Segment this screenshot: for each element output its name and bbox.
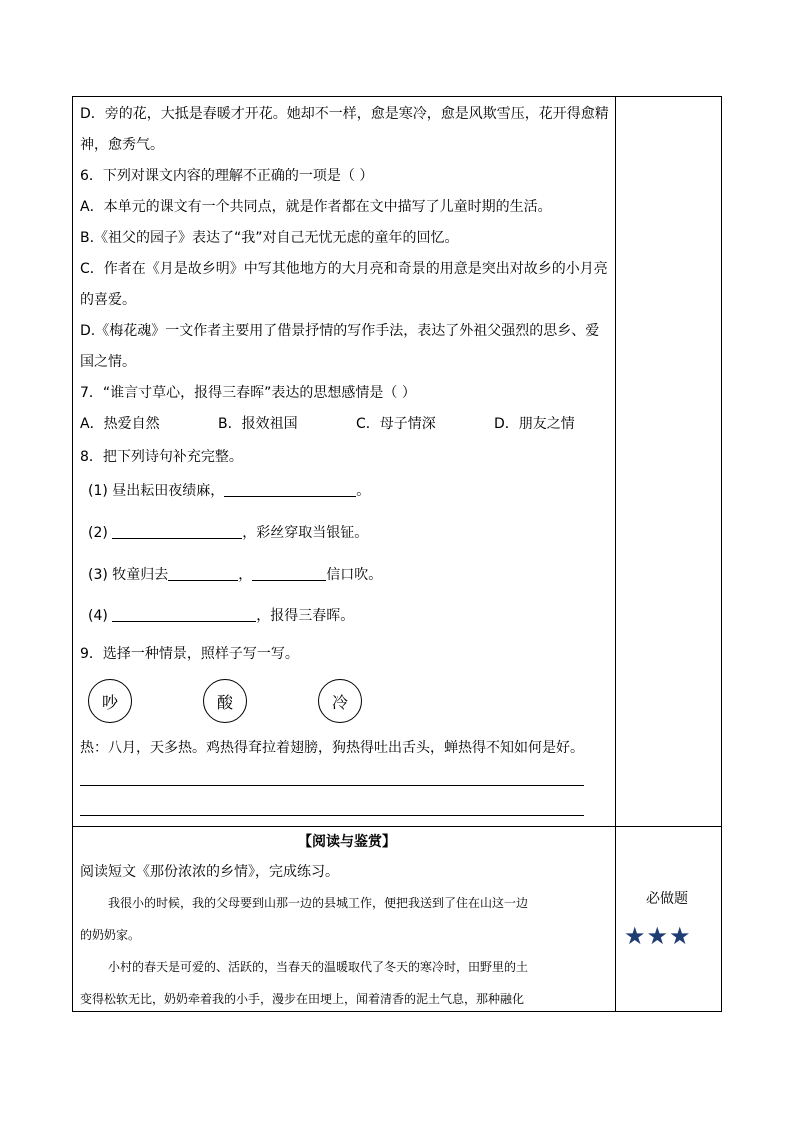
q8-poem-2-text: ，彩丝穿取当银钲。 [242,525,369,541]
passage-para2-line2: 变得松软无比，奶奶牵着我的小手，漫步在田埂上，闻着清香的泥土气息，那种融化 [80,992,525,1006]
q8-poem-4-text: ，报得三春晖。 [256,608,355,624]
answer-blank[interactable] [224,481,356,497]
passage-para2-line1: 小村的春天是可爱的、活跃的，当春天的温暖取代了冬天的寒冷时，田野里的土 [108,960,529,974]
q7-option-c: C．母子情深 [356,416,436,432]
q6-stem: 6．下列对课文内容的理解不正确的一项是（ ） [80,168,374,184]
q8-poem-3-comma: ， [238,567,253,583]
required-label: 必做题 [646,891,688,907]
q5-option-d-line2: 神，愈秀气。 [80,137,164,153]
q8-poem-1-text: (1) 昼出耘田夜绩麻， [88,483,225,499]
q8-stem: 8．把下列诗句补充完整。 [80,449,243,465]
q8-poem-3 [88,565,382,585]
q8-poem-1 [88,481,370,501]
q7-option-d: D．朋友之情 [494,416,575,432]
word-circle-suan[interactable]: 酸 [203,679,247,723]
q9-stem: 9．选择一种情景，照样子写一写。 [80,646,299,662]
q7-option-a: A．热爱自然 [80,416,160,432]
row-divider [73,826,721,827]
reading-instruction: 阅读短文《那份浓浓的乡情》，完成练习。 [80,864,339,880]
q8-poem-1-end: 。 [356,483,371,499]
q6-option-d-line1: D.《梅花魂》一文作者主要用了借景抒情的写作手法，表达了外祖父强烈的思乡、爱 [80,323,600,339]
word-circle-chao[interactable]: 吵 [88,679,132,723]
q8-poem-4-label: (4) [88,608,113,624]
passage-para1-line2: 的奶奶家。 [80,928,141,942]
q5-option-d-line1: D．旁的花，大抵是春暖才开花。她却不一样，愈是寒冷，愈是风欺雪压，花开得愈精 [80,106,609,122]
answer-blank[interactable] [168,565,238,581]
q6-option-b: B.《祖父的园子》表达了“我”对自己无忧无虑的童年的回忆。 [80,230,459,246]
word-circle-leng[interactable]: 冷 [318,679,362,723]
column-divider [615,97,616,1011]
q6-option-c-line2: 的喜爱。 [80,292,136,308]
answer-blank[interactable] [112,523,242,539]
q6-option-a: A．本单元的课文有一个共同点，就是作者都在文中描写了儿童时期的生活。 [80,199,552,215]
star-rating-icon: ★★★ [624,922,692,950]
answer-blank[interactable] [252,565,326,581]
q7-option-b: B．报效祖国 [218,416,298,432]
writing-line[interactable] [80,815,584,816]
answer-blank[interactable] [112,606,256,622]
q8-poem-3-end: 信口吹。 [326,567,383,583]
reading-section-title: 【阅读与鉴赏】 [298,834,396,850]
q7-stem: 7．“谁言寸草心，报得三春晖”表达的思想感情是（ ） [80,385,416,401]
q9-example: 热：八月，天多热。鸡热得耷拉着翅膀，狗热得吐出舌头，蝉热得不知如何是好。 [80,740,584,756]
q8-poem-2 [88,523,368,543]
q6-option-c-line1: C．作者在《月是故乡明》中写其他地方的大月亮和奇景的用意是突出对故乡的小月亮 [80,261,608,277]
q6-option-d-line2: 国之情。 [80,354,136,370]
q8-poem-4 [88,606,354,626]
q8-poem-3-text: (3) 牧童归去 [88,567,169,583]
passage-para1-line1: 我很小的时候，我的父母要到山那一边的县城工作，便把我送到了住在山这一边 [108,896,529,910]
q8-poem-2-label: (2) [88,525,113,541]
writing-line[interactable] [80,785,584,786]
